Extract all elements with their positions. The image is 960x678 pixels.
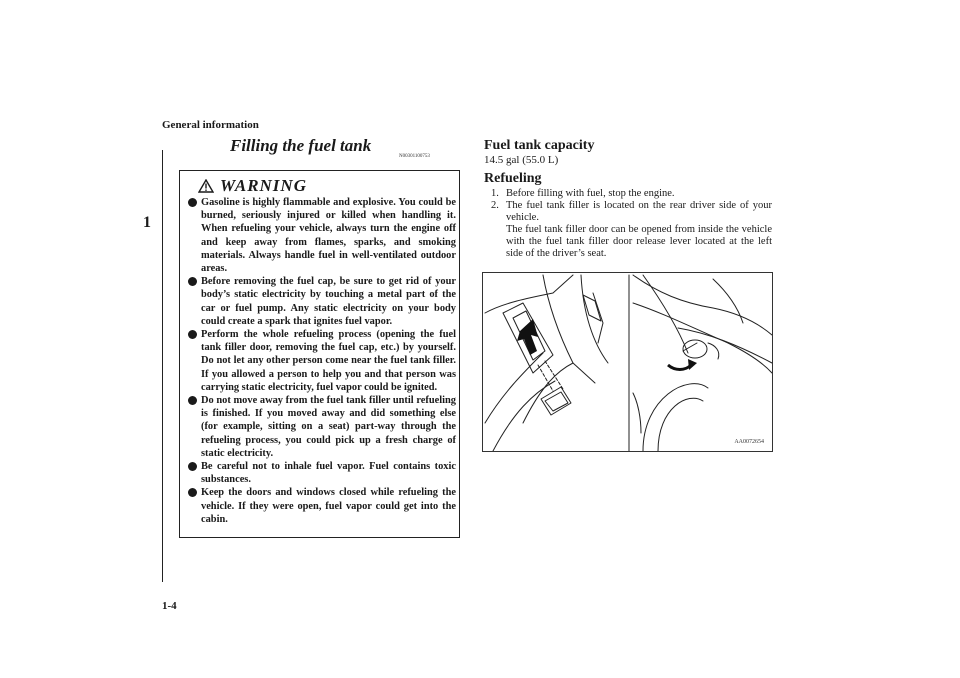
capacity-heading: Fuel tank capacity (484, 138, 595, 153)
chapter-tab: 1 (143, 214, 151, 231)
warning-item: Gasoline is highly flammable and explosive. You could be burned, seriously injured or killed when handling it. When refueling your vehicle, always turn the engine off and keep away from flames, sparks, and smoking materials. Always handle fuel in well-ventilated outdoor areas. (188, 196, 456, 275)
bullet-icon (188, 488, 197, 497)
running-header: General information (162, 119, 259, 131)
warning-item: Keep the doors and windows closed while refueling the vehicle. If they were open, fuel vapor could get into the cabin. (188, 486, 456, 526)
capacity-value: 14.5 gal (55.0 L) (484, 154, 559, 166)
bullet-icon (188, 277, 197, 286)
step-item (484, 188, 772, 200)
refueling-heading: Refueling (484, 171, 542, 186)
page-number: 1-4 (162, 600, 177, 612)
step-text: The fuel tank filler is located on the rear driver side of your vehicle. (506, 200, 772, 223)
warning-item: Be careful not to inhale fuel vapor. Fuel contains toxic substances. (188, 460, 456, 486)
car-line-drawing (483, 273, 772, 451)
bullet-icon (188, 198, 197, 207)
section-title: Filling the fuel tank (230, 136, 372, 155)
warning-item: Before removing the fuel cap, be sure to get rid of your body’s static electricity by touching a metal part of the car or fuel pump. Any static electricity on your body could create a spark that ignites fuel vapor. (188, 275, 456, 328)
figure-code: AA0072654 (734, 439, 764, 445)
step-text: Before filling with fuel, stop the engine. (506, 188, 675, 199)
warning-title: WARNING (220, 176, 307, 195)
bullet-icon (188, 462, 197, 471)
warning-item: Do not move away from the fuel tank filler until refueling is finished. If you moved away and did something else (for example, sitting on a seat) part-way through the refueling process, you could pick up a fresh charge of static electricity. (188, 394, 456, 460)
step-item (484, 200, 772, 260)
step-number: 2. (491, 200, 499, 211)
warning-list (188, 196, 456, 526)
warning-item: Perform the whole refueling process (opening the fuel tank filler door, removing the fuel cap, etc.) by yourself. Do not let any other person come near the fuel tank filler. If you allowed a person to help you and that person was carrying static electricity, fuel vapor could be ignited. (188, 328, 456, 394)
warning-box (179, 170, 460, 538)
fuel-filler-illustration (482, 272, 773, 452)
warning-triangle-icon (198, 179, 214, 193)
step-number: 1. (491, 188, 499, 199)
step-note: The fuel tank filler door can be opened from inside the vehicle with the fuel tank filler door release lever located at the left side of the driver’s seat. (506, 224, 772, 259)
section-code: N00301100753 (399, 154, 430, 159)
chapter-divider (162, 150, 163, 582)
refueling-steps (484, 188, 772, 260)
bullet-icon (188, 396, 197, 405)
warning-header (198, 175, 307, 197)
bullet-icon (188, 330, 197, 339)
